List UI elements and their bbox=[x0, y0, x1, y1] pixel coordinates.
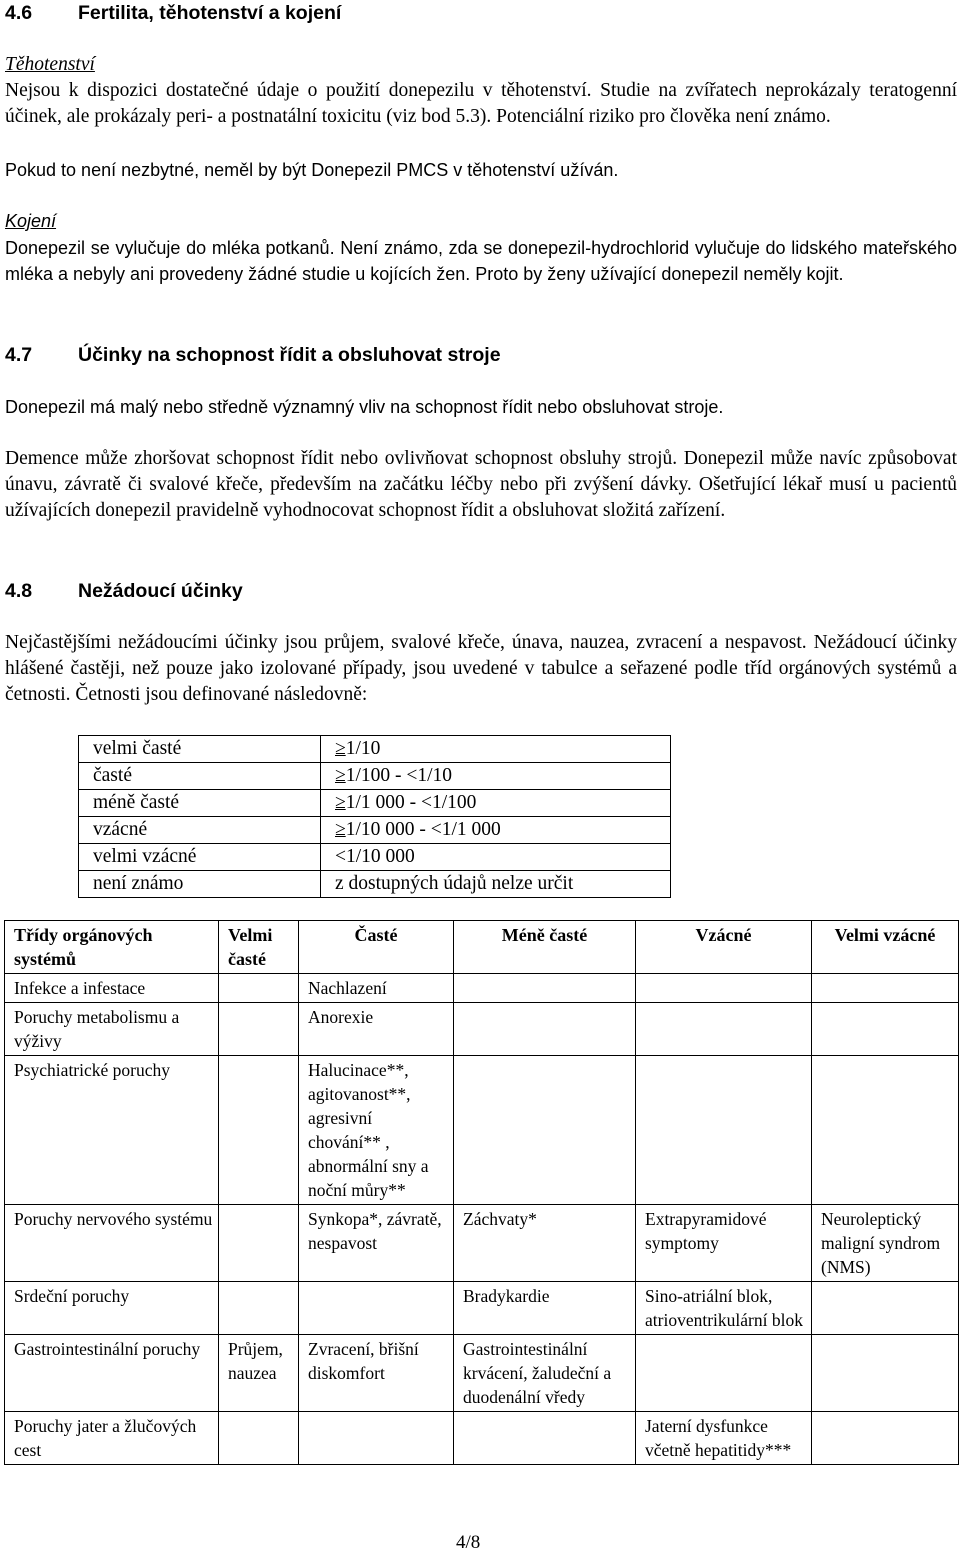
section-number: 4.7 bbox=[5, 344, 33, 366]
frequency-cell bbox=[219, 1056, 299, 1205]
pregnancy-paragraph-2: Pokud to není nezbytné, neměl by být Donepezil PMCS v těhotenství užíván. bbox=[5, 160, 619, 180]
frequency-range-value: 1/10 000 - <1/1 000 bbox=[345, 819, 501, 840]
frequency-cell: Zvracení, břišní diskomfort bbox=[299, 1335, 454, 1412]
table-row bbox=[5, 1056, 959, 1205]
frequency-cell bbox=[812, 1412, 959, 1465]
frequency-cell: Synkopa*, závratě, nespavost bbox=[299, 1205, 454, 1282]
table-row bbox=[5, 1205, 959, 1282]
frequency-row bbox=[79, 871, 671, 898]
table-row bbox=[5, 1335, 959, 1412]
frequency-cell bbox=[636, 974, 812, 1003]
adverse-effects-table bbox=[4, 920, 959, 1465]
frequency-cell bbox=[219, 1282, 299, 1335]
table-row bbox=[5, 974, 959, 1003]
frequency-cell bbox=[454, 1412, 636, 1465]
frequency-cell bbox=[636, 1335, 812, 1412]
organ-class-cell: Infekce a infestace bbox=[5, 974, 219, 1003]
frequency-range-value: z dostupných údajů nelze určit bbox=[335, 873, 574, 894]
frequency-range bbox=[321, 790, 671, 817]
frequency-row bbox=[79, 817, 671, 844]
frequency-cell: Extrapyramidové symptomy bbox=[636, 1205, 812, 1282]
column-header: Velmi vzácné bbox=[812, 921, 959, 974]
page-number: 4/8 bbox=[456, 1532, 481, 1553]
table-row bbox=[5, 1282, 959, 1335]
organ-class-cell: Srdeční poruchy bbox=[5, 1282, 219, 1335]
adverse-effects-paragraph: Nejčastějšími nežádoucími účinky jsou průjem, svalové křeče, únava, nauzea, zvracení a nespavost. Nežádoucí účinky hlášené častěji, než pouze jako izolované případy, jsou uvedené v tabulce a seřazené podle tříd orgánových systémů a četnosti. Četnosti jsou definované následovně: bbox=[5, 632, 957, 705]
pregnancy-paragraph: Nejsou k dispozici dostatečné údaje o použití donepezilu v těhotenství. Studie na zvířatech neprokázaly teratogenní účinek, ale prokázaly peri- a postnatální toxicitu (viz bod 5.3). Potenciální riziko pro člověka není známo. bbox=[5, 80, 957, 127]
frequency-cell: Sino-atriální blok, atrioventrikulární blok bbox=[636, 1282, 812, 1335]
driving-paragraph-2: Demence může zhoršovat schopnost řídit nebo ovlivňovat schopnost obsluhy strojů. Donepezil může navíc způsobovat únavu, závratě či svalové křeče, především na začátku léčby nebo při zvýšení dávky. Ošetřující lékař musí u pacientů užívajících donepezil pravidelně vyhodnocovat schopnost řídit a obsluhovat složitá zařízení. bbox=[5, 448, 957, 521]
column-header: Méně časté bbox=[454, 921, 636, 974]
section-title: Fertilita, těhotenství a kojení bbox=[78, 2, 342, 24]
frequency-label: méně časté bbox=[79, 790, 321, 817]
organ-class-cell: Psychiatrické poruchy bbox=[5, 1056, 219, 1205]
frequency-cell bbox=[299, 1282, 454, 1335]
frequency-range-value: 1/10 bbox=[345, 738, 381, 759]
frequency-range bbox=[321, 844, 671, 871]
column-header: Vzácné bbox=[636, 921, 812, 974]
lactation-heading: Kojení bbox=[5, 211, 57, 231]
frequency-cell bbox=[812, 1056, 959, 1205]
frequency-row bbox=[79, 763, 671, 790]
frequency-cell bbox=[812, 1003, 959, 1056]
table-header-row bbox=[5, 921, 959, 974]
section-heading-4-6 bbox=[5, 0, 957, 26]
table-row bbox=[5, 1003, 959, 1056]
greater-equal-symbol: ≥ bbox=[335, 819, 346, 840]
frequency-cell bbox=[636, 1056, 812, 1205]
frequency-cell bbox=[299, 1412, 454, 1465]
section-number: 4.6 bbox=[5, 2, 33, 24]
organ-class-cell: Gastrointestinální poruchy bbox=[5, 1335, 219, 1412]
frequency-row bbox=[79, 844, 671, 871]
frequency-cell bbox=[219, 1205, 299, 1282]
frequency-row bbox=[79, 790, 671, 817]
frequency-range-value: <1/10 000 bbox=[335, 846, 415, 867]
lactation-paragraph: Donepezil se vylučuje do mléka potkanů. Není známo, zda se donepezil-hydrochlorid vylučuje do lidského mateřského mléka a nebyly ani provedeny žádné studie u kojících žen. Proto by ženy užívající donepezil neměly kojit. bbox=[5, 238, 957, 284]
section-title: Účinky na schopnost řídit a obsluhovat stroje bbox=[78, 344, 501, 366]
frequency-label: velmi časté bbox=[79, 736, 321, 763]
frequency-range-value: 1/1 000 - <1/100 bbox=[345, 792, 477, 813]
table-row bbox=[5, 1412, 959, 1465]
column-header: Velmi časté bbox=[219, 921, 299, 974]
frequency-cell: Halucinace**, agitovanost**, agresivní chování** , abnormální sny a noční můry** bbox=[299, 1056, 454, 1205]
frequency-cell bbox=[219, 974, 299, 1003]
section-title: Nežádoucí účinky bbox=[78, 580, 243, 602]
frequency-cell bbox=[454, 1056, 636, 1205]
frequency-row bbox=[79, 736, 671, 763]
frequency-range bbox=[321, 763, 671, 790]
frequency-cell: Bradykardie bbox=[454, 1282, 636, 1335]
frequency-cell bbox=[454, 1003, 636, 1056]
frequency-cell: Jaterní dysfunkce včetně hepatitidy*** bbox=[636, 1412, 812, 1465]
organ-class-cell: Poruchy nervového systému bbox=[5, 1205, 219, 1282]
frequency-cell bbox=[812, 1282, 959, 1335]
frequency-range bbox=[321, 736, 671, 763]
frequency-cell bbox=[812, 1335, 959, 1412]
frequency-cell bbox=[219, 1412, 299, 1465]
frequency-range bbox=[321, 817, 671, 844]
column-header: Třídy orgánových systémů bbox=[5, 921, 219, 974]
organ-class-cell: Poruchy jater a žlučových cest bbox=[5, 1412, 219, 1465]
frequency-cell bbox=[219, 1003, 299, 1056]
frequency-cell: Průjem, nauzea bbox=[219, 1335, 299, 1412]
frequency-cell: Gastrointestinální krvácení, žaludeční a duodenální vředy bbox=[454, 1335, 636, 1412]
frequency-cell: Záchvaty* bbox=[454, 1205, 636, 1282]
frequency-cell bbox=[454, 974, 636, 1003]
frequency-range-value: 1/100 - <1/10 bbox=[345, 765, 453, 786]
frequency-cell bbox=[636, 1003, 812, 1056]
column-header: Časté bbox=[299, 921, 454, 974]
frequency-cell: Anorexie bbox=[299, 1003, 454, 1056]
greater-equal-symbol: ≥ bbox=[335, 765, 346, 786]
greater-equal-symbol: ≥ bbox=[335, 738, 346, 759]
section-heading-4-7 bbox=[5, 342, 957, 368]
frequency-range bbox=[321, 871, 671, 898]
frequency-label: velmi vzácné bbox=[79, 844, 321, 871]
greater-equal-symbol: ≥ bbox=[335, 792, 346, 813]
frequency-label: není známo bbox=[79, 871, 321, 898]
section-heading-4-8 bbox=[5, 578, 957, 604]
frequency-table bbox=[78, 735, 671, 898]
frequency-label: vzácné bbox=[79, 817, 321, 844]
frequency-label: časté bbox=[79, 763, 321, 790]
organ-class-cell: Poruchy metabolismu a výživy bbox=[5, 1003, 219, 1056]
frequency-cell: Neuroleptický maligní syndrom (NMS) bbox=[812, 1205, 959, 1282]
section-number: 4.8 bbox=[5, 580, 33, 602]
pregnancy-heading: Těhotenství bbox=[5, 54, 95, 75]
driving-paragraph-1: Donepezil má malý nebo středně významný vliv na schopnost řídit nebo obsluhovat stroje. bbox=[5, 397, 724, 417]
frequency-cell: Nachlazení bbox=[299, 974, 454, 1003]
frequency-cell bbox=[812, 974, 959, 1003]
